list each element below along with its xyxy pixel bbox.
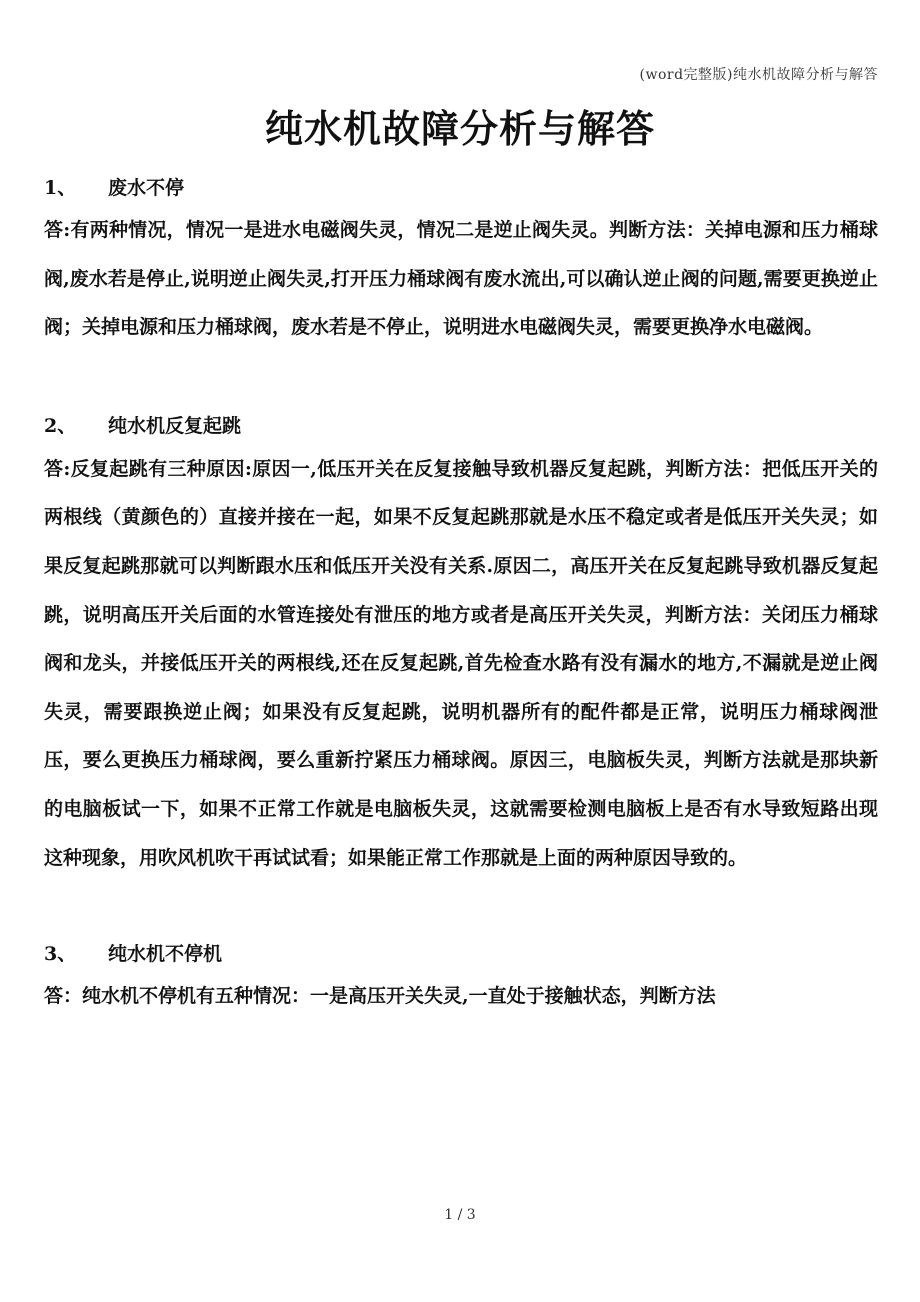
section-number: 3、 bbox=[44, 942, 77, 965]
section-heading-1 bbox=[44, 166, 878, 206]
section-number: 2、 bbox=[44, 415, 77, 438]
document-title: 纯水机故障分析与解答 bbox=[264, 106, 655, 151]
section-title: 废水不停 bbox=[108, 176, 185, 199]
section-answer-2: 答:反复起跳有三种原因:原因一,低压开关在反复接触导致机器反复起跳，判断方法：把低压开关的两根线（黄颜色的）直接并接在一起，如果不反复起跳那就是水压不稳定或者是低压开关失灵；如果反复起跳那就可以判断跟水压和低压开关没有关系.原因二，高压开关在反复起跳导致机器反复起跳，说明高压开关后面的水管连接处有泄压的地方或者是高压开关失灵，判断方法：关闭压力桶球阀和龙头，并接低压开关的两根线,还在反复起跳,首先检查水路有没有漏水的地方,不漏就是逆止阀失灵，需要跟换逆止阀；如果没有反复起跳，说明机器所有的配件都是正常，说明压力桶球阀泄压，要么更换压力桶球阀，要么重新拧紧压力桶球阀。原因三，电脑板失灵，判断方法就是那块新的电脑板试一下，如果不正常工作就是电脑板失灵，这就需要检测电脑板上是否有水导致短路出现这种现象，用吹风机吹干再试试看；如果能正常工作那就是上面的两种原因导致的。 bbox=[44, 457, 878, 869]
page-number: 1 / 3 bbox=[444, 1207, 476, 1223]
section-title: 纯水机反复起跳 bbox=[108, 415, 242, 438]
section-number: 1、 bbox=[44, 176, 77, 199]
running-header: (word完整版)纯水机故障分析与解答 bbox=[639, 67, 878, 83]
document-body bbox=[44, 166, 878, 1021]
section-heading-2 bbox=[44, 405, 878, 445]
section-answer-1: 答:有两种情况，情况一是进水电磁阀失灵，情况二是逆止阀失灵。判断方法：关掉电源和压力桶球阀,废水若是停止,说明逆止阀失灵,打开压力桶球阀有废水流出,可以确认逆止阀的问题,需要更换逆止阀；关掉电源和压力桶球阀，废水若是不停止，说明进水电磁阀失灵，需要更换净水电磁阀。 bbox=[44, 219, 878, 339]
section-answer-3: 答：纯水机不停机有五种情况：一是高压开关失灵,一直处于接触状态，判断方法 bbox=[44, 985, 716, 1008]
section-title: 纯水机不停机 bbox=[108, 942, 223, 965]
section-heading-3 bbox=[44, 932, 878, 972]
